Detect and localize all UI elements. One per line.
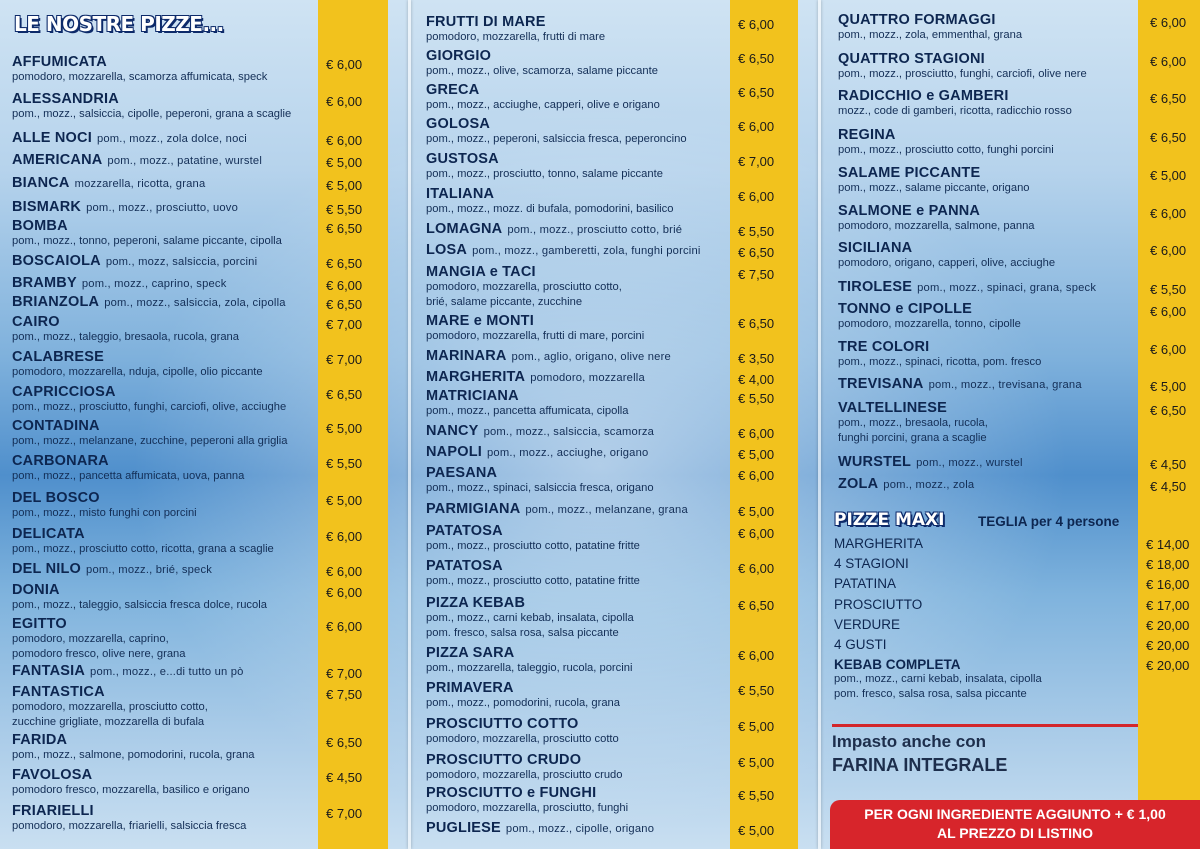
pizza-price: € 5,50 (738, 391, 775, 406)
pizza-item (838, 340, 1041, 370)
pizza-ingredients: pom., mozz., spinaci, ricotta, pom. fresco (838, 356, 1042, 368)
pizza-name: BISMARK (12, 199, 82, 215)
banner-line-1: PER OGNI INGREDIENTE AGGIUNTO + € 1,00 (864, 806, 1166, 822)
pizza-name: FAVOLOSA (12, 767, 93, 783)
pizza-name: DELICATA (12, 526, 85, 542)
pizza-price: € 6,50 (738, 85, 775, 100)
pizza-ingredients: pom., mozz., prosciutto, funghi, carciofi, olive, acciughe (12, 401, 287, 413)
pizza-ingredients: pom., mozz., brié, speck (86, 564, 213, 576)
maxi-name: PATATINA (834, 576, 897, 591)
maxi-price: € 20,00 (1146, 638, 1190, 653)
pizza-name: PAESANA (426, 465, 498, 481)
pizza-ingredients: pom., mozz., trevisana, grana (928, 379, 1082, 391)
pizza-price: € 7,00 (326, 806, 363, 821)
pizza-ingredients: pomodoro fresco, olive nere, grana (12, 648, 186, 660)
pizza-price: € 7,00 (326, 352, 363, 367)
maxi-name: 4 STAGIONI (834, 556, 909, 571)
pizza-name: ALLE NOCI (12, 130, 92, 146)
pizza-name: DONIA (12, 582, 60, 598)
maxi-price: € 14,00 (1146, 537, 1190, 552)
pizza-price: € 4,50 (1150, 479, 1187, 494)
pizza-name: NANCY (426, 423, 479, 439)
pizza-ingredients: pom., mozz., caprino, speck (81, 278, 227, 290)
pizza-price: € 5,00 (738, 755, 775, 770)
pizza-name: PATATOSA (426, 558, 503, 574)
pizza-price: € 7,00 (326, 666, 363, 681)
pizza-price: € 5,00 (738, 447, 775, 462)
pizza-item (838, 280, 1096, 296)
pizza-price: € 6,00 (326, 619, 363, 634)
pizza-ingredients: pomodoro, mozzarella, scamorza affumicata, speck (12, 71, 268, 83)
pizza-ingredients: pom., mozz., mozz. di bufala, pomodorini, basilico (426, 203, 674, 215)
pizza-ingredients: pom., mozz., peperoni, salsiccia fresca, peperoncino (426, 133, 687, 145)
pizza-price: € 6,50 (738, 51, 775, 66)
pizza-ingredients: pom., mozz., olive, scamorza, salame piccante (426, 65, 658, 77)
pizza-ingredients: funghi porcini, grana a scaglie (838, 432, 987, 444)
pizza-name: LOMAGNA (426, 221, 503, 237)
pizza-ingredients: mozz., code di gamberi, ricotta, radicchio rosso (838, 105, 1072, 117)
pizza-ingredients: pom., mozz., acciughe, origano (486, 447, 649, 459)
pizza-price: € 5,00 (326, 178, 363, 193)
pizza-price: € 6,00 (738, 468, 775, 483)
pizza-ingredients: pom., mozz., prosciutto cotto, patatine fritte (426, 540, 640, 552)
pizza-item (838, 52, 1087, 82)
pizza-price: € 6,50 (326, 221, 363, 236)
pizza-price: € 6,50 (1150, 403, 1187, 418)
pizza-name: TONNO e CIPOLLE (838, 301, 973, 317)
pizza-item (838, 455, 1023, 471)
pizza-price: € 5,00 (738, 719, 775, 734)
pizza-name: CAIRO (12, 314, 60, 330)
pizza-ingredients: pomodoro fresco, mozzarella, basilico e origano (12, 784, 250, 796)
pizza-name: BOSCAIOLA (12, 253, 101, 269)
pizza-ingredients: pomodoro, mozzarella, prosciutto cotto, (426, 281, 622, 293)
pizza-name: PROSCIUTTO COTTO (426, 716, 579, 732)
pizza-item (838, 204, 1035, 234)
pizza-ingredients: pom., mozz., salsiccia, scamorza (483, 426, 655, 438)
pizza-name: FANTASTICA (12, 684, 105, 700)
pizza-name: BIANCA (12, 175, 70, 191)
pizza-price: € 6,50 (738, 598, 775, 613)
maxi-item (834, 556, 909, 571)
maxi-subtitle: TEGLIA per 4 persone (978, 514, 1120, 529)
pizza-price: € 5,00 (1150, 379, 1187, 394)
pizza-ingredients: pom., mozz., cipolle, origano (505, 823, 655, 835)
pizza-name: BRAMBY (12, 275, 77, 291)
pizza-ingredients: pom., mozz., zola, emmenthal, grana (838, 29, 1023, 41)
pizza-price: € 6,00 (738, 189, 775, 204)
pizza-price: € 3,50 (738, 351, 775, 366)
maxi-ingredients: pom., mozz., carni kebab, insalata, cipolla (834, 673, 1042, 685)
pizza-ingredients: pom., mozz., prosciutto cotto, patatine fritte (426, 575, 640, 587)
pizza-price: € 5,50 (1150, 282, 1187, 297)
pizza-price: € 5,50 (738, 683, 775, 698)
pizza-name: PIZZA KEBAB (426, 595, 526, 611)
pizza-price: € 6,50 (326, 256, 363, 271)
pizza-name: NAPOLI (426, 444, 482, 460)
pizza-price: € 6,00 (1150, 206, 1187, 221)
maxi-item (834, 637, 887, 652)
pizza-name: PARMIGIANA (426, 501, 521, 517)
maxi-name: VERDURE (834, 617, 901, 632)
pizza-name: FANTASIA (12, 663, 86, 679)
pizza-price: € 6,00 (738, 561, 775, 576)
banner-line-2: AL PREZZO DI LISTINO (936, 825, 1094, 841)
pizza-price: € 7,00 (326, 317, 363, 332)
pizza-name: PUGLIESE (426, 820, 501, 836)
pizza-price: € 5,00 (1150, 168, 1187, 183)
maxi-item (834, 536, 923, 551)
pizza-ingredients: pom., mozz., melanzane, grana (525, 504, 688, 516)
maxi-item (834, 597, 922, 612)
pizza-price: € 7,50 (738, 267, 775, 282)
pizza-item (838, 377, 1082, 393)
pizza-name: MATRICIANA (426, 388, 519, 404)
pizza-price: € 5,50 (326, 202, 363, 217)
pizza-name: QUATTRO STAGIONI (838, 51, 985, 67)
pizza-price: € 4,50 (326, 770, 363, 785)
pizza-ingredients: mozzarella, ricotta, grana (74, 178, 206, 190)
pizza-ingredients: pom., mozz., pancetta affumicata, uova, panna (12, 470, 245, 482)
pizza-name: FRUTTI DI MARE (426, 14, 546, 30)
pizza-price: € 6,00 (326, 94, 363, 109)
pizza-price: € 7,50 (326, 687, 363, 702)
pizza-price: € 5,00 (326, 421, 363, 436)
pizza-item (838, 241, 1055, 271)
pizza-ingredients: pom., mozz., melanzane, zucchine, peperoni alla griglia (12, 435, 288, 447)
pizza-name: GIORGIO (426, 48, 492, 64)
pizza-name: MANGIA e TACI (426, 264, 536, 280)
divider-line (832, 724, 1138, 727)
pizza-ingredients: pom., mozz., prosciutto, uovo (86, 202, 238, 214)
pizza-ingredients: pom., mozz, salsiccia, porcini (105, 256, 258, 268)
pizza-name: FRIARIELLI (12, 803, 94, 819)
pizza-name: SALAME PICCANTE (838, 165, 981, 181)
pizza-price: € 6,00 (326, 529, 363, 544)
pizza-price: € 6,50 (326, 297, 363, 312)
maxi-name: KEBAB COMPLETA (834, 657, 961, 672)
pizza-ingredients: pom., mozz., spinaci, salsiccia fresca, origano (426, 482, 654, 494)
pizza-item (838, 477, 974, 493)
pizza-ingredients: pomodoro, mozzarella, prosciutto, funghi (426, 802, 629, 814)
pizza-name: VALTELLINESE (838, 400, 948, 416)
pizza-ingredients: pom., aglio, origano, olive nere (511, 351, 671, 363)
pizza-name: CONTADINA (12, 418, 100, 434)
pizza-name: PROSCIUTTO CRUDO (426, 752, 582, 768)
pizza-ingredients: pom., mozz., zola (883, 479, 975, 491)
pizza-price: € 5,00 (738, 823, 775, 838)
pizza-name: BOMBA (12, 218, 68, 234)
maxi-title: PIZZE MAXI (834, 510, 945, 530)
pizza-ingredients: pom., mozz., wurstel (916, 457, 1023, 469)
pizza-item (838, 89, 1072, 119)
pizza-name: MARINARA (426, 348, 507, 364)
maxi-item (834, 657, 1042, 702)
pizza-name: SALMONE e PANNA (838, 203, 981, 219)
pizza-name: ZOLA (838, 476, 879, 492)
pizza-ingredients: pom., mozz., salsiccia, zola, cipolla (104, 297, 286, 309)
pizza-name: GUSTOSA (426, 151, 499, 167)
pizza-price: € 6,00 (326, 585, 363, 600)
pizza-price: € 6,00 (738, 426, 775, 441)
pizza-name: CAPRICCIOSA (12, 384, 116, 400)
pizza-price: € 6,50 (1150, 130, 1187, 145)
pizza-ingredients: pom., mozz., salmone, pomodorini, rucola, grana (12, 749, 255, 761)
pizza-ingredients: pom., mozz., taleggio, bresaola, rucola, grana (12, 331, 239, 343)
pizza-ingredients: pomodoro, mozzarella, caprino, (12, 633, 169, 645)
maxi-price: € 20,00 (1146, 658, 1190, 673)
pizza-item (838, 128, 1054, 158)
pizza-name: RADICCHIO e GAMBERI (838, 88, 1009, 104)
page-title: LE NOSTRE PIZZE... (14, 12, 224, 36)
pizza-price: € 6,00 (326, 278, 363, 293)
pizza-name: MARE e MONTI (426, 313, 534, 329)
pizza-ingredients: pomodoro, mozzarella, prosciutto cotto (426, 733, 619, 745)
pizza-name: FARIDA (12, 732, 68, 748)
pizza-ingredients: pom., mozz., prosciutto, funghi, carciofi, olive nere (838, 68, 1087, 80)
pizza-price: € 5,00 (738, 504, 775, 519)
pizza-ingredients: pomodoro, mozzarella, nduja, cipolle, olio piccante (12, 366, 263, 378)
pizza-ingredients: pom., mozz., pomodorini, rucola, grana (426, 697, 621, 709)
pizza-ingredients: pom., mozz., misto funghi con porcini (12, 507, 197, 519)
pizza-price: € 6,00 (326, 564, 363, 579)
pizza-name: GOLOSA (426, 116, 491, 132)
pizza-price: € 6,00 (1150, 304, 1187, 319)
pizza-item (838, 13, 1022, 43)
pizza-price: € 5,00 (326, 155, 363, 170)
maxi-name: PROSCIUTTO (834, 597, 923, 612)
pizza-price: € 6,00 (738, 648, 775, 663)
pizza-ingredients: pomodoro, origano, capperi, olive, acciughe (838, 257, 1056, 269)
pizza-ingredients: pom., mozz., gamberetti, zola, funghi porcini (472, 245, 701, 257)
pizza-ingredients: pom., mozz., pancetta affumicata, cipolla (426, 405, 629, 417)
pizza-name: LOSA (426, 242, 468, 258)
pizza-name: MARGHERITA (426, 369, 526, 385)
pizza-name: PRIMAVERA (426, 680, 514, 696)
maxi-name: 4 GUSTI (834, 637, 887, 652)
pizza-price: € 6,00 (326, 57, 363, 72)
pizza-price: € 6,50 (738, 316, 775, 331)
pizza-ingredients: pom., mozz., spinaci, grana, speck (917, 282, 1097, 294)
note-line-1: Impasto anche con (832, 732, 986, 751)
pizza-ingredients: pom., mozzarella, taleggio, rucola, porcini (426, 662, 633, 674)
pizza-name: DEL NILO (12, 561, 82, 577)
pizza-name: AFFUMICATA (12, 54, 107, 70)
maxi-price: € 18,00 (1146, 557, 1190, 572)
pizza-ingredients: pom., mozz., prosciutto cotto, brié (507, 224, 683, 236)
note-line-2: FARINA INTEGRALE (832, 755, 1008, 775)
pizza-price: € 6,00 (1150, 54, 1187, 69)
pizza-name: SICILIANA (838, 240, 913, 256)
pizza-name: PIZZA SARA (426, 645, 515, 661)
pizza-ingredients: pomodoro, mozzarella, tonno, cipolle (838, 318, 1021, 330)
pizza-ingredients: pom., mozz., prosciutto, tonno, salame piccante (426, 168, 663, 180)
pizza-ingredients: pomodoro, mozzarella, friarielli, salsiccia fresca (12, 820, 247, 832)
pizza-ingredients: zucchine grigliate, mozzarella di bufala (12, 716, 205, 728)
pizza-name: AMERICANA (12, 152, 103, 168)
pizza-name: TREVISANA (838, 376, 924, 392)
pizza-price: € 5,50 (738, 788, 775, 803)
pizza-ingredients: pom., mozz., carni kebab, insalata, cipolla (426, 612, 634, 624)
pizza-ingredients: pomodoro, mozzarella, frutti di mare, porcini (426, 330, 645, 342)
pizza-name: WURSTEL (838, 454, 912, 470)
pizza-price: € 6,00 (1150, 15, 1187, 30)
maxi-price: € 17,00 (1146, 598, 1190, 613)
pizza-price: € 6,00 (1150, 243, 1187, 258)
pizza-ingredients: pomodoro, mozzarella, prosciutto crudo (426, 769, 623, 781)
pizza-price: € 5,50 (326, 456, 363, 471)
pizza-price: € 6,50 (1150, 91, 1187, 106)
pizza-ingredients: pom., mozz., patatine, wurstel (107, 155, 263, 167)
pizza-price: € 6,00 (738, 526, 775, 541)
pizza-name: REGINA (838, 127, 896, 143)
pizza-ingredients: pomodoro, mozzarella, salmone, panna (838, 220, 1035, 232)
pizza-price: € 6,00 (738, 119, 775, 134)
pizza-name: ALESSANDRIA (12, 91, 119, 107)
pizza-price: € 6,00 (1150, 342, 1187, 357)
pizza-ingredients: brié, salame piccante, zucchine (426, 296, 583, 308)
pizza-name: BRIANZOLA (12, 294, 100, 310)
pizza-item (838, 166, 1030, 196)
pizza-ingredients: pom., mozz., salame piccante, origano (838, 182, 1030, 194)
pizza-ingredients: pom., mozz., tonno, peperoni, salame piccante, cipolla (12, 235, 282, 247)
maxi-price: € 20,00 (1146, 618, 1190, 633)
pizza-price: € 5,50 (738, 224, 775, 239)
pizza-name: QUATTRO FORMAGGI (838, 12, 996, 28)
pizza-name: PATATOSA (426, 523, 503, 539)
pizza-ingredients: pom., mozz., e...di tutto un pò (90, 666, 244, 678)
pizza-ingredients: pomodoro, mozzarella, frutti di mare (426, 31, 606, 43)
pizza-price: € 6,00 (326, 133, 363, 148)
extra-ingredient-banner (830, 800, 1200, 849)
pizza-ingredients: pom., mozz., acciughe, capperi, olive e origano (426, 99, 660, 111)
pizza-price: € 6,00 (738, 17, 775, 32)
pizza-ingredients: pom. fresco, salsa rosa, salsa piccante (426, 627, 619, 639)
pizza-price: € 7,00 (738, 154, 775, 169)
pizza-item (838, 302, 1021, 332)
pizza-price: € 6,50 (326, 387, 363, 402)
maxi-item (834, 576, 896, 591)
maxi-name: MARGHERITA (834, 536, 924, 551)
pizza-ingredients: pom., mozz., prosciutto cotto, funghi porcini (838, 144, 1054, 156)
pizza-ingredients: pomodoro, mozzarella (530, 372, 645, 384)
pizza-ingredients: pom., mozz., zola dolce, noci (96, 133, 247, 145)
pizza-ingredients: pom., mozz., taleggio, salsiccia fresca dolce, rucola (12, 599, 267, 611)
pizza-ingredients: pom., mozz., salsiccia, cipolle, peperoni, grana a scaglie (12, 108, 292, 120)
pizza-price: € 5,00 (326, 493, 363, 508)
pizza-ingredients: pomodoro, mozzarella, prosciutto cotto, (12, 701, 208, 713)
pizza-name: PROSCIUTTO e FUNGHI (426, 785, 597, 801)
maxi-price: € 16,00 (1146, 577, 1190, 592)
pizza-price: € 6,50 (738, 245, 775, 260)
pizza-ingredients: pom., mozz., bresaola, rucola, (838, 417, 988, 429)
maxi-ingredients: pom. fresco, salsa rosa, salsa piccante (834, 688, 1027, 700)
pizza-price: € 4,50 (1150, 457, 1187, 472)
maxi-item (834, 617, 900, 632)
pizza-price: € 6,50 (326, 735, 363, 750)
pizza-name: EGITTO (12, 616, 67, 632)
pizza-name: TIROLESE (838, 279, 913, 295)
pizza-name: TRE COLORI (838, 339, 930, 355)
pizza-name: GRECA (426, 82, 480, 98)
pizza-name: DEL BOSCO (12, 490, 100, 506)
pizza-price: € 4,00 (738, 372, 775, 387)
pizza-name: ITALIANA (426, 186, 495, 202)
pizza-name: CARBONARA (12, 453, 109, 469)
pizza-name: CALABRESE (12, 349, 105, 365)
pizza-item (838, 401, 988, 446)
pizza-ingredients: pom., mozz., prosciutto cotto, ricotta, grana a scaglie (12, 543, 274, 555)
